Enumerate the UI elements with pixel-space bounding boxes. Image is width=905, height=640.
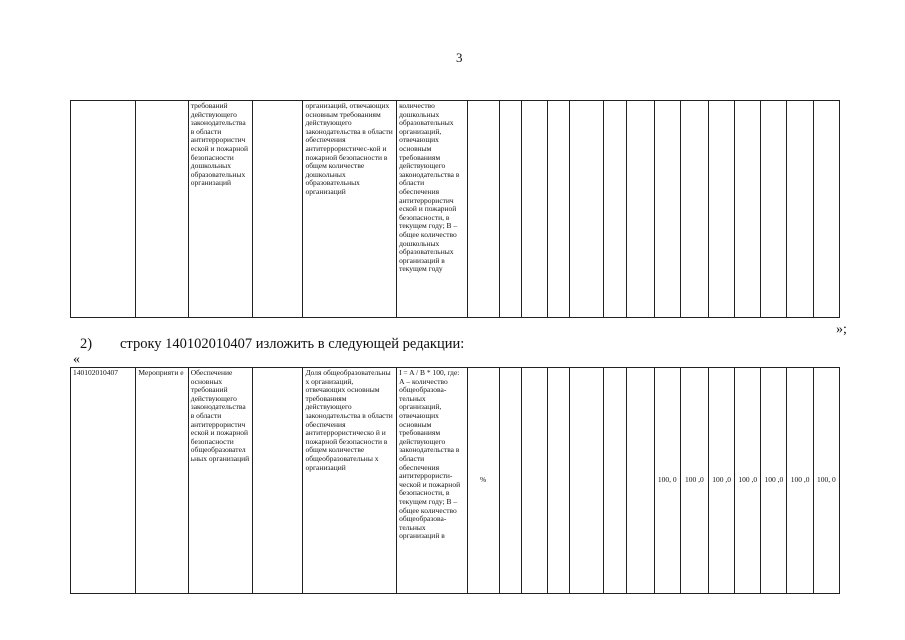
value-cell: 100 ,0 [735, 368, 761, 594]
cell [548, 368, 570, 594]
unit-cell: % [467, 368, 499, 594]
cell [604, 101, 626, 318]
cell [680, 101, 708, 318]
cell [521, 368, 547, 594]
cell [521, 101, 547, 318]
cell [548, 101, 570, 318]
cell [626, 101, 654, 318]
closing-quote: »; [836, 322, 847, 337]
instruction-text: строку 140102010407 изложить в следующей редакции: [120, 336, 465, 352]
cell [604, 368, 626, 594]
cell [570, 101, 604, 318]
value-cell: 100, 0 [813, 368, 839, 594]
value-cell: 100 ,0 [709, 368, 735, 594]
cell [499, 368, 521, 594]
cell [654, 101, 680, 318]
cell [787, 101, 813, 318]
opening-quote: « [73, 352, 80, 367]
cell [761, 101, 787, 318]
cell [735, 101, 761, 318]
type-cell: Мероприяти е [136, 368, 188, 594]
table-new-row [70, 367, 840, 594]
cell [136, 101, 188, 318]
cell [71, 101, 136, 318]
value-cell: 100 ,0 [787, 368, 813, 594]
cell [499, 101, 521, 318]
code-cell: 140102010407 [71, 368, 136, 594]
instruction-line [80, 336, 464, 353]
formula-cell: I = A / B * 100, где: А – количество общеобразова-тельных организаций, отвечающих основным требованиям действующего законодательства в области обеспечения антитеррористи-ческой и пожарной безопасности, в текущем году; В – общее количество общеобразова-тельных организаций в [397, 368, 467, 594]
formula-cell: количество дошкольных образовательных организаций, отвечающих основным требованиям действующего законодательства в области обеспечения антитеррористич еской и пожарной безопасности, в текущем году; В – общее количество дошкольных образовательных организаций в текущем году [397, 101, 467, 318]
value-cell: 100 ,0 [680, 368, 708, 594]
indicator-cell: организаций, отвечающих основным требованиям действующего законодательства в области обеспечения антитеррористичес-кой и пожарной безопасности в общем количестве дошкольных образовательных организаций [303, 101, 397, 318]
cell [253, 101, 303, 318]
event-name-cell: Обеспечение основных требований действующего законодательства в области антитеррористич еской и пожарной безопасности общеобразовател ьных организаций [188, 368, 252, 594]
cell [467, 101, 499, 318]
page-number: 3 [456, 50, 463, 65]
cell [570, 368, 604, 594]
event-name-cell: требований действующего законодательства в области антитеррористич еской и пожарной безопасности дошкольных образовательных организаций [188, 101, 252, 318]
cell [813, 101, 839, 318]
cell [626, 368, 654, 594]
instruction-number: 2) [80, 336, 93, 352]
value-cell: 100 ,0 [761, 368, 787, 594]
value-cell: 100, 0 [654, 368, 680, 594]
cell [253, 368, 303, 594]
indicator-cell: Доля общеобразовательны х организаций, отвечающих основным требованиям действующего законодательства в области обеспечения антитеррористическо й и пожарной безопасности в общем количестве общеобразовательны х организаций [303, 368, 397, 594]
table-top-fragment [70, 100, 840, 318]
cell [709, 101, 735, 318]
